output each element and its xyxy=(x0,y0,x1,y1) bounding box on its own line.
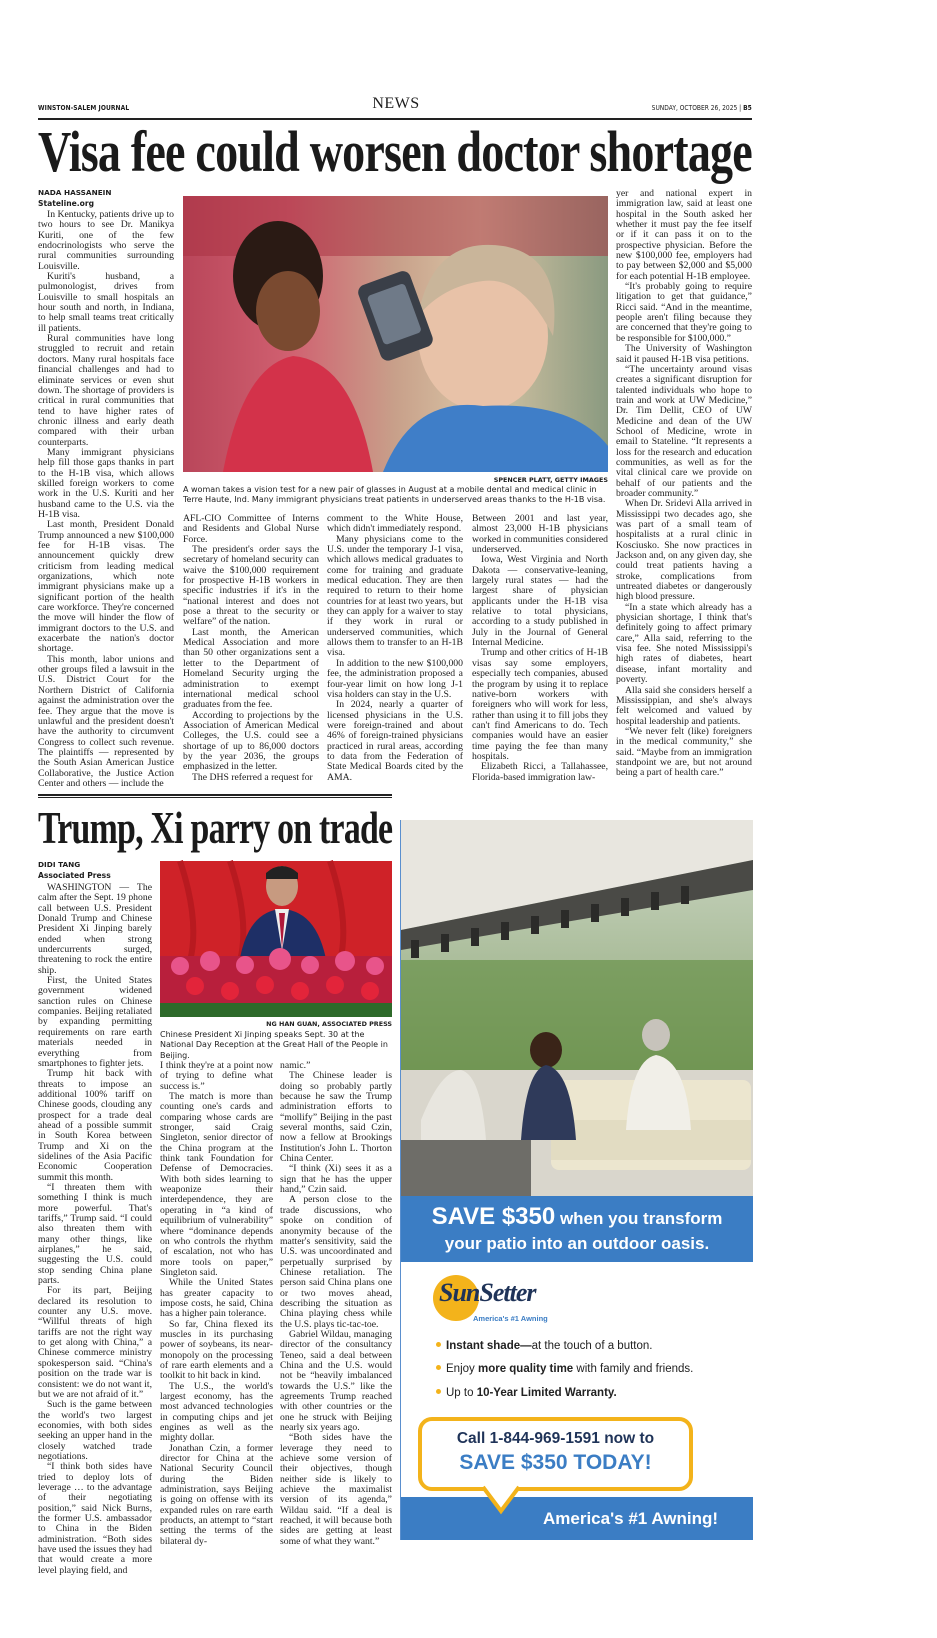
paragraph: The match is more than counting one's cards and comparing whose cards are stronger, said Craig Singleton, senior director of the China program at the think tank Foundation for Defense of Democracies. With both sides learning to weaponize their interdependence, they are operating in “a kind of equilibrium of vulnerability” where “dominance depends on who controls the rhythm of escalation, not who has more tools on paper,” Singleton said. xyxy=(160,1091,273,1278)
ad-footer-text: America's #1 Awning! xyxy=(543,1509,719,1528)
paragraph: First, the United States government widened sanction rules on Chinese companies. Beijing retaliated by expanding permitting requirements on rare earth materials needed in everything from smartphones to fighter jets. xyxy=(38,975,152,1069)
bullet-bold: 10-Year Limited Warranty. xyxy=(476,1387,617,1399)
paragraph: The University of Washington said it paused H-1B visa petitions. xyxy=(616,343,752,365)
paragraph: Gabriel Wildau, managing director of the consultancy Teneo, said a deal between China and the U.S. would not be “heavily imbalanced towards the U.S.” like the agreements Trump reached with other countries or the one he struck with Beijing nearly six years ago. xyxy=(280,1328,392,1434)
paragraph: “I think (Xi) sees it as a sign that he has the upper hand,” Czin said. xyxy=(280,1163,392,1196)
paragraph: “I think both sides have tried to deploy lots of leverage … to the advantage of their negotiating position,” said Nick Burns, the former U.S. ambassador to China in the Biden administration. “Both sides have used the issues they had that would create a more level playing field, and xyxy=(38,1461,152,1576)
ad-save-today: SAVE $350 TODAY! xyxy=(459,1451,652,1474)
paragraph: A person close to the trade discussions, who spoke on condition of anonymity because of the matter's sensitivity, said the U.S. was uncoordinated and perpetually surprised by Chinese retaliation. The person said China plans one or two moves ahead, describing the situation as China playing chess while the U.S. plays tic-tac-toe. xyxy=(280,1194,392,1330)
article1-photo xyxy=(183,196,608,472)
vision-test-photo xyxy=(183,196,608,472)
paragraph: In addition to the new $100,000 fee, the administration proposed a four-year limit on how long J-1 visa holders can stay in the U.S. xyxy=(327,657,463,700)
ad-patio-photo xyxy=(401,820,753,1196)
bullet-text: Enjoy xyxy=(446,1363,478,1375)
paragraph: “It's probably going to require litigation to get that guidance,” Ricci said. “And in the meantime, people aren't filing because they are concerned that they're going to be responsible for $100,000.” xyxy=(616,281,752,344)
paragraph: “I threaten them with something I think is much more powerful. That's tariffs,” Trump said. “I could also threaten them with many other things, like airplanes,” he said, suggesting the U.S. could stop sending China plane parts. xyxy=(38,1181,152,1287)
ad-save-amount: SAVE $350 xyxy=(431,1203,556,1230)
paragraph: Many physicians come to the U.S. under the temporary J-1 visa, which allows medical graduates to come for training and graduate medical education. They are then required to return to their home countries for at least two years, but they can apply for a waiver to stay if they work in rural or underserved communities, which allows them to transfer to an H-1B visa. xyxy=(327,533,463,659)
article1-headline-wrap xyxy=(38,119,752,184)
article2-rule xyxy=(38,794,392,798)
paragraph: Trump hit back with threats to impose an additional 100% tariff on Chinese goods, clouding any prospect for a trade deal ahead of a possible summit in South Korea between Trump and Xi on the sidelines of the Asia Pacific Economic Cooperation summit this month. xyxy=(38,1068,152,1183)
paragraph: Such is the game between the world's two largest economies, with both sides seeking an upper hand in the closely watched trade negotiations. xyxy=(38,1399,152,1462)
paragraph: In 2024, nearly a quarter of licensed physicians in the U.S. were foreign-trained and about 46% of foreign-trained physicians practiced in rural areas, according to data from the Federation of State Medical Boards cited by the AMA. xyxy=(327,699,463,783)
paragraph: “We never felt (like) foreigners in the medical community,” she said. “Maybe from an immigration standpoint we are, but not around being a part of health care.” xyxy=(616,725,752,779)
bullet-text: with family and friends. xyxy=(573,1363,694,1375)
paragraph: While the United States has greater capacity to impose costs, he said, China has a higher pain tolerance. xyxy=(160,1277,273,1320)
paragraph: Trump and other critics of H-1B visas say some employers, especially tech companies, abused the program by using it to replace native-born workers with foreigners who will work for less, rather than using it to fill jobs they can't find Americans to do. Tech companies would have an easier time paying the fee than many hospitals. xyxy=(472,647,608,762)
article2-photo-credit: NG HAN GUAN, ASSOCIATED PRESS xyxy=(266,1020,392,1028)
page-number: B5 xyxy=(743,104,752,112)
paragraph: Last month, the American Medical Association and more than 50 other organizations sent a letter to the Department of Homeland Security urging the administration to exempt international medical school graduates from the fee. xyxy=(183,626,319,711)
paragraph: The DHS referred a request for xyxy=(192,771,313,783)
paragraph: The president's order says the secretary of homeland security can waive the $100,000 requirement for prospective H-1B workers in specific industries if it's in the “national interest and does not pose a threat to the security or welfare” of the nation. xyxy=(183,544,319,628)
section-name: NEWS xyxy=(372,95,420,112)
bullet-dot-icon xyxy=(436,1365,441,1370)
article1-column-3 xyxy=(327,513,463,783)
article2-column-3 xyxy=(280,1061,392,1548)
ad-bullet-1 xyxy=(436,1340,652,1352)
article1-column-2 xyxy=(183,513,319,783)
sunsetter-advertisement[interactable] xyxy=(400,820,753,1540)
sunsetter-tagline: America's #1 Awning xyxy=(473,1314,548,1323)
ad-headline-line2: your patio into an outdoor oasis. xyxy=(444,1234,710,1253)
paragraph: According to projections by the Association of American Medical Colleges, the U.S. could see a shortage of up to 86,000 doctors by the year 2036, the groups emphasized in the letter. xyxy=(183,709,319,773)
bullet-text: Up to xyxy=(446,1387,477,1399)
bullet-bold: Instant shade— xyxy=(446,1340,532,1352)
paragraph: Elizabeth Ricci, a Tallahassee, Florida-based immigration law- xyxy=(472,761,608,783)
paragraph: I think they're at a point now of trying to define what success is.” xyxy=(160,1060,273,1092)
ad-bullet-2 xyxy=(436,1363,693,1375)
sunsetter-logo: SunSetter xyxy=(439,1278,536,1307)
article2-headline: Trump, Xi parry on trade xyxy=(38,803,393,853)
paragraph: “Both sides have the leverage they need to achieve some version of their objectives, though neither side is likely to achieve the maximalist version of its agenda,” Wildau said. “If a deal is reached, it will because both sides are getting at least some of what they want.” xyxy=(280,1432,392,1547)
author-name: NADA HASSANEIN xyxy=(38,188,112,197)
paragraph: In Kentucky, patients drive up to two hours to see Dr. Manikya Kuriti, one of the few endocrinologists who serve the rural communities surrounding Louisville. xyxy=(38,209,174,272)
paragraph: “In a state which already has a physician shortage, I think that's definitely going to affect primary care,” Alla said, referring to the visa fee. She noted Mississippi's high rates of diabetes, heart disease, infant mortality and poverty. xyxy=(616,601,752,686)
paragraph: Many immigrant physicians help fill those gaps thanks in part to the H-1B visa, which allows skilled foreign workers to come work in the U.S. Kuriti and her husband came to the U.S. via the H-1B visa. xyxy=(38,446,174,520)
paragraph: namic.” xyxy=(280,1060,311,1071)
ad-headline-rest: when you transform xyxy=(555,1209,723,1228)
ad-footer-band xyxy=(401,1497,753,1540)
ad-call-bubble[interactable] xyxy=(418,1417,693,1491)
paragraph: “The uncertainty around visas creates a significant disruption for talented individuals who hope to train and work at UW Medicine,” Dr. Tim Dellit, CEO of UW Medicine and dean of the UW School of Medicine, wrote in email to Stateline. “It represents a loss for the research and education communities, as well as for the vital clinical care we provide on behalf of our patients and the broader community.” xyxy=(616,363,752,499)
paragraph: Alla said she considers herself a Mississippian, and she's always felt welcomed and valued by hospital leadership and patients. xyxy=(616,684,752,727)
paragraph: Rural communities have long struggled to recruit and retain doctors. Many rural hospitals face financial challenges and had to eliminate services or even shut down. The shortage of providers is critical in rural communities that tend to have higher rates of chronic illness and early death compared with their urban counterparts. xyxy=(38,333,174,448)
article2-byline xyxy=(38,860,111,880)
author-org: Stateline.org xyxy=(38,199,95,208)
article1-byline xyxy=(38,188,112,208)
date-page xyxy=(652,104,752,112)
article1-headline: Visa fee could worsen doctor shortage xyxy=(38,119,752,184)
paragraph: comment to the White House, which didn't immediately respond. xyxy=(327,513,463,535)
article2-photo-caption: Chinese President Xi Jinping speaks Sept. 30 at the National Day Reception at the Great Hall of the People in Beijing. xyxy=(160,1030,388,1060)
bullet-bold: more quality time xyxy=(477,1363,574,1375)
article2-column-2 xyxy=(160,1061,273,1548)
article1-photo-credit: SPENCER PLATT, GETTY IMAGES xyxy=(493,476,608,484)
paragraph: Between 2001 and last year, almost 23,000 H-1B physicians worked in communities considered underserved. xyxy=(472,513,608,556)
newspaper-name: WINSTON-SALEM JOURNAL xyxy=(38,104,130,112)
paragraph: Kuriti's husband, a pulmonologist, drives from Louisville to small hospitals an hour south and north, in Indiana, to help small teams treat critically ill patients. xyxy=(38,271,174,334)
bullet-dot-icon xyxy=(436,1389,441,1394)
paragraph: AFL-CIO Committee of Interns and Residents and Global Nurse Force. xyxy=(183,513,319,545)
paragraph: WASHINGTON — The calm after the Sept. 19 phone call between U.S. President Donald Trump and Chinese President Xi Jinping barely ended when strong undercurrents surged, threatening to rock the entire ship. xyxy=(38,882,152,976)
paragraph: yer and national expert in immigration law, said at least one hospital in the South asked her whether it must pay the fee itself or if it can pass it on to the prospective physician. Before the new $100,000 fee, employers had to pay between $2,000 and $5,000 for each potential H-1B employee. xyxy=(616,188,752,282)
bullet-dot-icon xyxy=(436,1342,441,1347)
article1-photo-caption: A woman takes a vision test for a new pair of glasses in August at a mobile dental and medical clinic in Terre Haute, Ind. Many immigrant physicians treat patients in underserved areas thanks to the H-1B visa. xyxy=(183,485,606,505)
article1-column-4 xyxy=(472,513,608,783)
paragraph: When Dr. Sridevi Alla arrived in Mississippi two decades ago, she was part of a small team of hospitalists at a rural clinic in Kosciusko. She now practices in Jackson and, on any given day, she could treat patients having a stroke, complications from untreated diabetes or dangerously high blood pressure. xyxy=(616,498,752,603)
article1-column-1 xyxy=(38,209,174,789)
paragraph: This month, labor unions and other groups filed a lawsuit in the U.S. District Court for the Northern District of California against the administration over the fee. They argue that the move is unlawful and the president doesn't have the authority to circumvent Congress to collect such revenue. The plaintiffs — represented by the South Asian American Justice Collaborative, the Justice Action Center and others — include the xyxy=(38,653,174,789)
xi-jinping-photo xyxy=(160,861,392,1017)
ad-phone-line[interactable]: Call 1-844-969-1591 now to xyxy=(456,1430,655,1447)
paragraph: Jonathan Czin, a former director for China at the National Security Council during the Biden administration, says Beijing is going on offense with its expanded rules on rare earth products, an attempt to “start setting the terms of the bilateral dy- xyxy=(160,1442,273,1547)
ad-headline-band xyxy=(401,1196,753,1262)
separator: | xyxy=(739,104,742,112)
bubble-tail-icon xyxy=(483,1487,519,1515)
article2-column-1 xyxy=(38,882,152,1576)
paragraph: For its part, Beijing declared its resolution to counter any U.S. move. “Willful threats of high tariffs are not the right way to get along with China,” a Chinese commerce ministry spokesperson said. “China's position on the trade war is consistent: we do not want it, but we are not afraid of it.” xyxy=(38,1285,152,1400)
ad-bullet-3 xyxy=(436,1387,617,1399)
article2-photo xyxy=(160,861,392,1017)
author-name: DIDI TANG xyxy=(38,860,81,869)
article1-column-5 xyxy=(616,189,752,779)
issue-date: SUNDAY, OCTOBER 26, 2025 xyxy=(651,104,738,112)
paragraph: The Chinese leader is doing so probably partly because he saw the Trump administration efforts to “mollify” Beijing in the past several months, said Czin, now a fellow at Brookings Institution's John L. Thorton China Center. xyxy=(280,1070,392,1165)
paragraph: So far, China flexed its muscles in its purchasing power of soybeans, its near-monopoly on the processing of rare earth elements and a toolkit to hit back in kind. xyxy=(160,1318,273,1382)
author-org: Associated Press xyxy=(38,871,111,880)
paragraph: The U.S., the world's largest economy, has the most advanced technologies in computing chips and jet engines as well as the mighty dollar. xyxy=(160,1380,273,1444)
paragraph: Iowa, West Virginia and North Dakota — conservative-leaning, largely rural states — had the largest share of physician applicants under the H-1B visa relative to total physicians, according to a study published in July in the Journal of General Internal Medicine. xyxy=(472,554,608,649)
bullet-text: at the touch of a button. xyxy=(531,1340,653,1352)
article2-headline-wrap xyxy=(38,803,393,853)
paragraph: Last month, President Donald Trump announced a new $100,000 fee for H-1B visas. The announcement quickly drew criticism from leading medical organizations, which note immigrant physicians make up a significant portion of the health care workforce. They're concerned the move will hinder the flow of immigrant doctors to the U.S. and exacerbate the nation's doctor shortage. xyxy=(38,519,174,655)
